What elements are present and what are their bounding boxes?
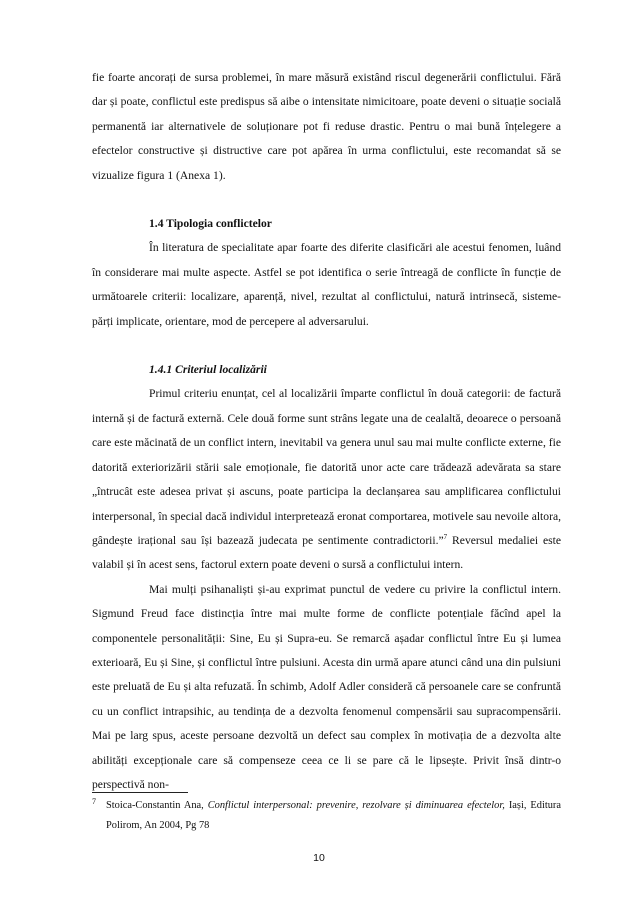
page-number: 10 — [313, 852, 325, 864]
footnote-title: Conflictul interpersonal: prevenire, rezolvare și diminuarea efectelor, — [207, 800, 505, 811]
paragraph: fie foarte ancorați de sursa problemei, în mare măsură existând riscul degenerării conflictului. Fără dar și poate, conflictul este predispus să aibe o intensitate nimicitoare, poate deveni o situație socială permanentă iar alternativele de soluționare pot fi reduse drastic. Pentru o mai bună înțelegere a efectelor constructive și distructive care pot apărea în urma conflictului, este recomandat să se vizualize figura 1 (Anexa 1). — [92, 71, 561, 182]
footnote-publisher: Iași, Editura Polirom, An 2004, Pg 78 — [106, 800, 561, 831]
paragraph — [92, 382, 561, 577]
section-heading: 1.4 Tipologia conflictelor — [149, 217, 272, 231]
paragraph-text: Reversul medaliei este valabil și în acest sens, factorul extern poate deveni o sursă a conflictului intern. — [92, 533, 561, 572]
footnote-mark: 7 — [92, 797, 96, 806]
footnote-separator — [92, 792, 188, 793]
body-text — [92, 66, 561, 797]
footnote-text — [92, 796, 561, 836]
footnote-reference[interactable]: 7 — [443, 533, 448, 542]
paragraph-text: Primul criteriu enunțat, cel al localizării împarte conflictul în două categorii: de factură internă și de factură externă. Cele două forme sunt strâns legate una de cealaltă, deoarece o persoană care este măcinată de un conflict intern, inevitabil va genera unul sau mai multe conflicte externe, fie datorită exteriorizării stării sale emoționale, fie datorită unor acte care trădează adevărata sa stare „întrucât este adesea privat și ascuns, poate participa la declanșarea sau amplificarea conflictului interpersonal, în special dacă individul interpretează eronat comportarea, motivele sau nevoile altora, gândește irațional sau își bazează judecata pe sentimente contradictorii.” — [92, 387, 561, 547]
paragraph: În literatura de specialitate apar foarte des diferite clasificări ale acestui fenomen, luând în considerare mai multe aspecte. Astfel se pot identifica o serie întreagă de conflicte în funcție de următoarele criterii: localizare, aparență, nivel, rezultat al conflictului, natură intrinsecă, sisteme-părți implicate, orientare, mod de percepere al adversarului. — [92, 241, 561, 328]
paragraph: Mai mulți psihanaliști și-au exprimat punctul de vedere cu privire la conflictul intern. Sigmund Freud face distincția între mai multe forme de conflicte potențiale făcînd apel la componentele personalității: Sine, Eu și Supra-eu. Se remarcă așadar conflictul între Eu și lumea exterioară, Eu și Sine, și conflictul între pulsiuni. Acesta din urmă apare atunci când una din pulsiuni este preluată de Eu și alta refuzată. În schimb, Adolf Adler consideră că persoanele care se confruntă cu un conflict intrapsihic, au tendința de a dezvolta fenomenul compensării sau supracompensării. Mai pe larg spus, aceste persoane dezvoltă un defect sau complex în motivația de a dezvolta alte abilități excepționale care să compenseze ceea ce li se pare că le lipsește. Privit însă dintr-o perspectivă non- — [92, 582, 561, 791]
footnote-author: Stoica-Constantin Ana, — [106, 800, 208, 811]
footnote — [92, 796, 561, 836]
subsection-heading: 1.4.1 Criteriul localizării — [149, 363, 267, 377]
